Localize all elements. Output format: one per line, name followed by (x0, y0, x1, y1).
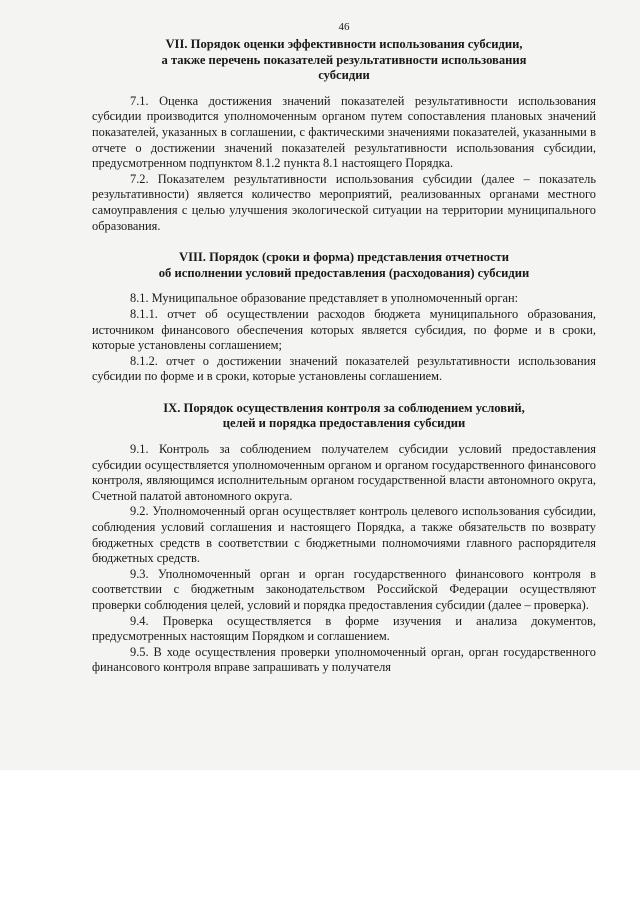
paragraph-9-3: 9.3. Уполномоченный орган и орган государственного финансового контроля в соответствии с бюджетным законодательством Российской Федерации осуществляют проверки соблюдения целей, условий и порядка предоставления субсидии (далее – проверка). (92, 566, 596, 612)
paragraph-7-1: 7.1. Оценка достижения значений показателей результативности использования субсидии производится уполномоченным органом путем сопоставления плановых значений показателей, указанных в соглашении, с фактическими значениями показателей, указанными в отчете о достижении значений показателей результативности использования субсидии, предусмотренном подпунктом 8.1.2 пункта 8.1 настоящего Порядка. (92, 93, 596, 171)
section-viii-heading-line-2: об исполнении условий предоставления (расходования) субсидии (158, 265, 530, 280)
paragraph-9-2: 9.2. Уполномоченный орган осуществляет контроль целевого использования субсидии, соблюдения условий соглашения и настоящего Порядка, а также обязательств по возврату бюджетных средств в соответствии с бюджетными полномочиями главного распорядителя бюджетных средств. (92, 504, 596, 566)
paragraph-9-1: 9.1. Контроль за соблюдением получателем субсидии условий предоставления субсидии осуществляется уполномоченным органом и органом государственного финансового контроля, являющимся исполнительным органом государственной власти автономного округа, Счетной палатой автономного округа. (92, 442, 596, 503)
section-vii-heading-line-2: а также перечень показателей результативности использования (161, 52, 527, 67)
paragraph-8-1-1: 8.1.1. отчет об осуществлении расходов бюджета муниципального образования, источником финансового обеспечения которых является субсидия, по форме и в сроки, которые установлены соглашением; (92, 306, 596, 353)
paragraph-9-4: 9.4. Проверка осуществляется в форме изучения и анализа документов, предусмотренных настоящим Порядком и соглашением. (92, 613, 596, 644)
paragraph-8-1: 8.1. Муниципальное образование представляет в уполномоченный орган: (130, 291, 519, 306)
document-page (92, 20, 596, 676)
section-vii-heading-line-3: субсидии (318, 68, 370, 83)
section-ix-heading-line-2: целей и порядка предоставления субсидии (222, 416, 466, 431)
section-viii (92, 250, 596, 385)
paragraph-9-5: 9.5. В ходе осуществления проверки уполномоченный орган, орган государственного финансового контроля вправе запрашивать у получателя (92, 644, 596, 675)
paragraph-7-2: 7.2. Показателем результативности использования субсидии (далее – показатель результативности) является количество мероприятий, реализованных органами местного самоуправления с целью улучшения экологической ситуации на территории муниципального образования. (92, 171, 596, 233)
section-vii-heading-line-1: VII. Порядок оценки эффективности использования субсидии, (165, 37, 523, 51)
page-number: 46 (338, 21, 350, 33)
section-viii-heading-line-1: VIII. Порядок (сроки и форма) представления отчетности (178, 250, 509, 265)
section-vii (92, 37, 596, 234)
paragraph-8-1-2: 8.1.2. отчет о достижении значений показателей результативности использования субсидии по форме и в сроки, которые установлены соглашением. (92, 353, 596, 384)
section-ix-heading-line-1: IX. Порядок осуществления контроля за соблюдением условий, (163, 400, 525, 415)
section-ix (92, 401, 596, 676)
